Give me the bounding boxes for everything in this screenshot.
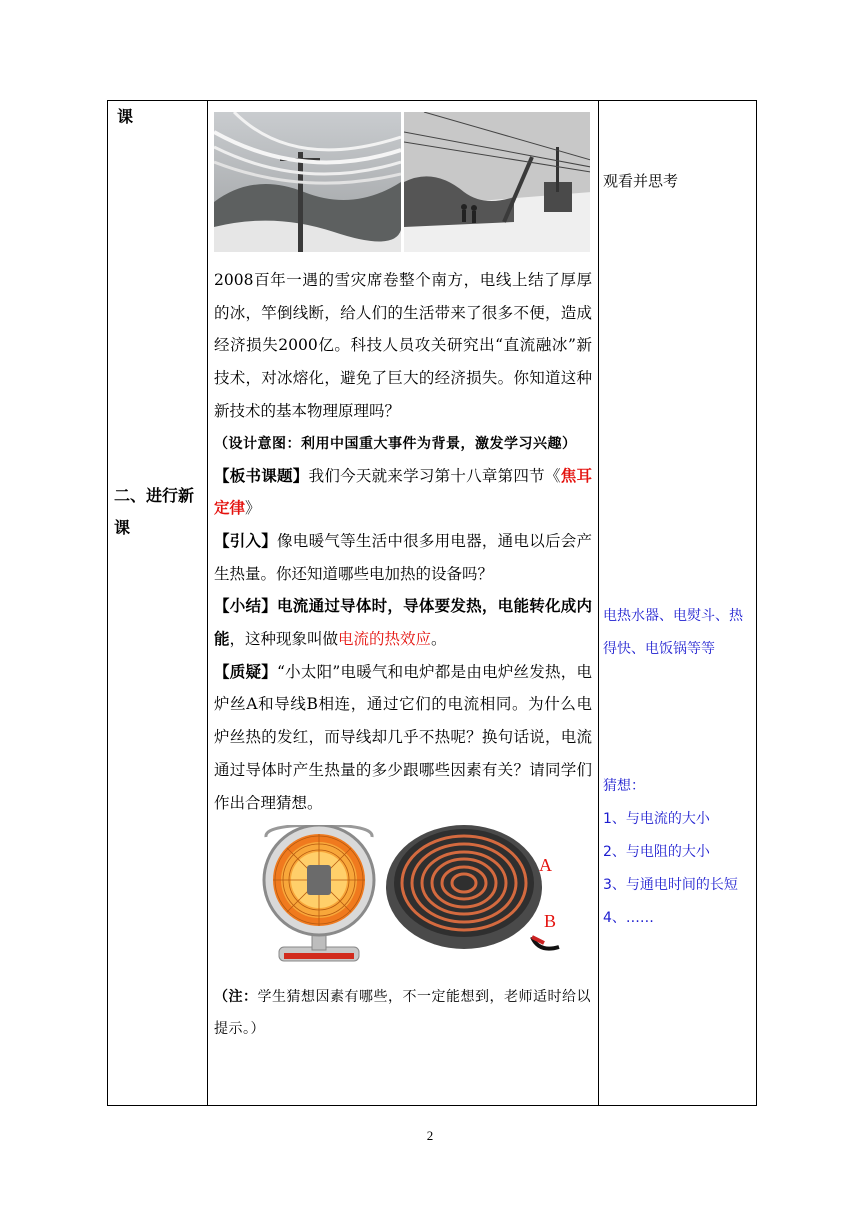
stage-label-continued: 课 <box>117 107 134 126</box>
lesson-topic: 焦耳定律 <box>214 465 592 518</box>
stage-column <box>108 101 208 1106</box>
teacher-content <box>214 112 592 1045</box>
electric-heater-illustration <box>264 825 374 961</box>
guess-item: 1、与电流的大小 <box>603 811 710 827</box>
wire-label-b: B <box>544 911 557 932</box>
design-intent-note <box>214 428 592 460</box>
question-label: 【质疑】 <box>214 661 277 681</box>
guess-item: 4、…… <box>603 910 654 926</box>
snow-disaster-paragraph: 2008百年一遇的雪灾席卷整个南方，电线上结了厚厚的冰，竿倒线断，给人们的生活带来了很多不便，造成经济损失2000亿。科技人员攻关研究出“直流融冰”新技术，对冰熔化，避免了巨大的经济损失。你知道这种新技术的基本物理原理吗？ <box>214 271 592 420</box>
note-text: 学生猜想因素有哪些，不一定能想到，老师适时给以提示。） <box>214 989 591 1038</box>
wire-label-a: A <box>539 855 552 876</box>
snow-disaster-photos <box>214 112 590 252</box>
board-title-close: 》 <box>245 499 261 518</box>
ice-covered-power-lines-photo <box>214 112 401 252</box>
guess-title: 猜想： <box>603 778 645 794</box>
student-observe-text: 观看并思考 <box>603 172 679 190</box>
summary-bold-text: 电流通过导体时，导体要发热，电能转化成内能 <box>214 596 592 649</box>
stage-label-new-lesson: 二、进行新课 <box>114 486 195 537</box>
guess-list <box>603 770 749 935</box>
summary-text: ，这种现象叫做 <box>229 630 339 649</box>
design-intent-text: （设计意图：利用中国重大事件为背景，激发学习兴趣） <box>214 435 577 452</box>
collapsed-power-pole-photo <box>404 112 591 252</box>
teacher-note <box>214 981 592 1045</box>
board-title-paragraph <box>214 460 592 525</box>
heating-devices-answer: 电热水器、电熨斗、热得快、电饭锅等等 <box>603 608 743 657</box>
heating-devices-figure <box>214 825 592 975</box>
guess-item: 2、与电阻的大小 <box>603 844 710 860</box>
electric-stove-illustration <box>386 825 559 949</box>
introduction-label: 【引入】 <box>214 530 278 550</box>
guess-item: 3、与通电时间的长短 <box>603 877 738 893</box>
summary-paragraph <box>214 590 592 655</box>
board-title-label: 【板书课题】 <box>214 465 309 485</box>
page-number: 2 <box>426 1128 434 1143</box>
note-prefix: （注： <box>214 989 258 1006</box>
introduction-text: 像电暖气等生活中很多用电器，通电以后会产生热量。你还知道哪些电加热的设备吗？ <box>214 531 592 583</box>
heat-effect-term: 电流的热效应 <box>338 630 432 649</box>
question-text: “小太阳”电暖气和电炉都是由电炉丝发热，电炉丝A和导线B相连，通过它们的电流相同。为什么电炉丝热的发红，而导线却几乎不热呢？换句话说，电流通过导体时产生热量的多少跟哪些因素有关？请同学们作出合理猜想。 <box>214 662 592 812</box>
summary-label: 【小结】 <box>214 596 278 616</box>
board-title-text: 我们今天就来学习第十八章第四节《 <box>308 466 561 485</box>
introduction-paragraph <box>214 525 592 590</box>
summary-end: 。 <box>431 630 447 649</box>
question-paragraph <box>214 656 592 820</box>
